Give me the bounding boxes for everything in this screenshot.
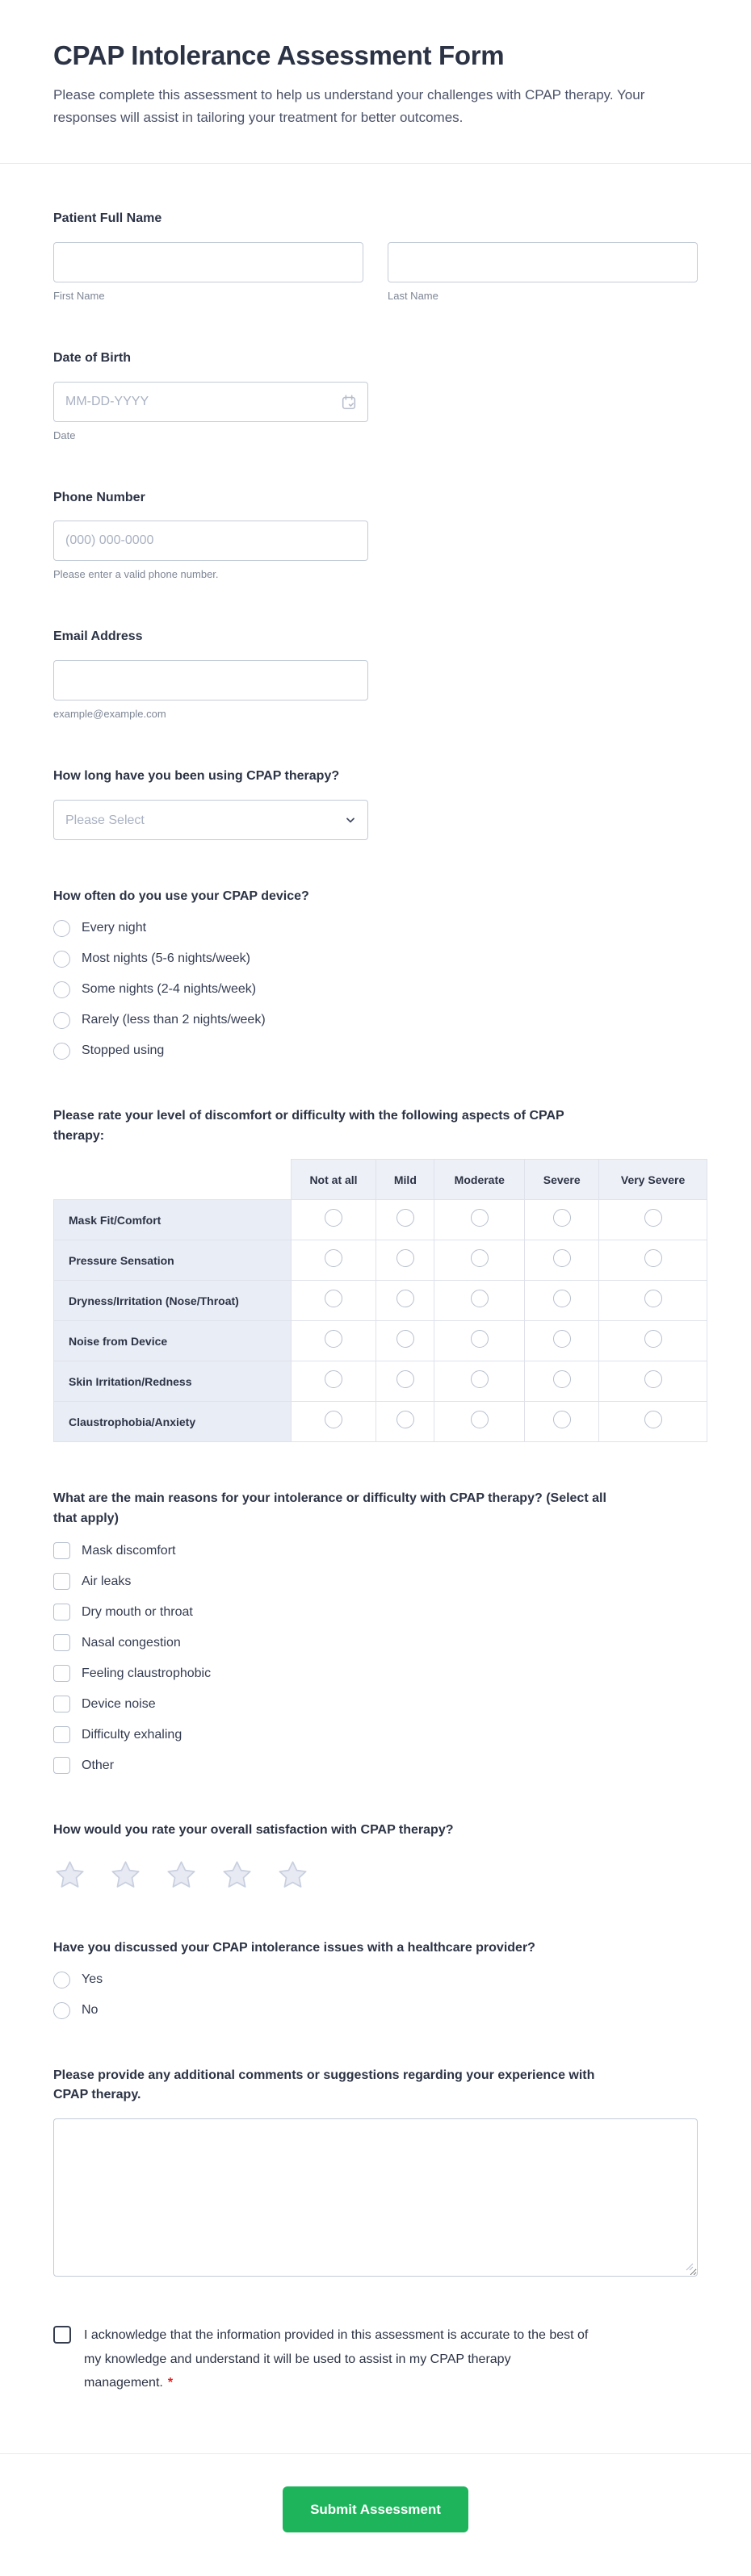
star-icon[interactable]: [109, 1859, 142, 1892]
intolerance-reasons-label: What are the main reasons for your intolerance or difficulty with CPAP therapy? (Select all that apply): [53, 1491, 606, 1526]
matrix-row-label: Dryness/Irritation (Nose/Throat): [54, 1281, 292, 1321]
radio-option[interactable]: [53, 951, 698, 968]
matrix-radio[interactable]: [644, 1411, 662, 1428]
matrix-radio[interactable]: [644, 1370, 662, 1388]
question-comments: [53, 2066, 698, 2277]
matrix-radio[interactable]: [396, 1370, 414, 1388]
acknowledgment-checkbox[interactable]: [53, 2326, 71, 2344]
usage-frequency-radio[interactable]: [53, 981, 70, 998]
matrix-radio[interactable]: [553, 1411, 571, 1428]
star-rating[interactable]: [53, 1859, 698, 1892]
matrix-radio[interactable]: [325, 1209, 342, 1227]
matrix-radio[interactable]: [471, 1249, 489, 1267]
matrix-row: [54, 1200, 707, 1240]
question-discomfort-matrix: [53, 1106, 698, 1443]
checkbox-option-label: Other: [82, 1758, 115, 1772]
checkbox-option[interactable]: [53, 1634, 698, 1651]
matrix-radio[interactable]: [471, 1370, 489, 1388]
matrix-corner-cell: [54, 1160, 292, 1200]
radio-option-label: Some nights (2-4 nights/week): [82, 982, 257, 997]
last-name-input[interactable]: [388, 242, 698, 282]
question-usage-frequency: [53, 887, 698, 1060]
checkbox-option[interactable]: [53, 1573, 698, 1590]
question-email: [53, 627, 698, 720]
intolerance-reasons-options: [53, 1542, 698, 1774]
checkbox-option-label: Air leaks: [82, 1574, 132, 1588]
calendar-icon[interactable]: [340, 393, 358, 411]
submit-section: [0, 2454, 751, 2576]
matrix-radio[interactable]: [325, 1330, 342, 1348]
question-intolerance-reasons: [53, 1489, 698, 1774]
radio-option-label: Yes: [82, 1972, 103, 1987]
last-name-sublabel: Last Name: [388, 289, 438, 302]
question-provider-discussion: [53, 1938, 698, 2019]
radio-option-label: Most nights (5-6 nights/week): [82, 951, 250, 966]
matrix-column-header: Not at all: [291, 1160, 376, 1200]
matrix-column-header: Severe: [525, 1160, 599, 1200]
star-icon[interactable]: [276, 1859, 309, 1892]
usage-frequency-options: [53, 920, 698, 1060]
matrix-row-label: Claustrophobia/Anxiety: [54, 1402, 292, 1442]
matrix-radio[interactable]: [471, 1209, 489, 1227]
usage-frequency-label: How often do you use your CPAP device?: [53, 889, 309, 904]
intolerance-reason-checkbox[interactable]: [53, 1542, 70, 1559]
form-header: [0, 0, 751, 163]
provider-discussion-radio[interactable]: [53, 1972, 70, 1988]
satisfaction-label: How would you rate your overall satisfaction with CPAP therapy?: [53, 1823, 454, 1838]
intolerance-reason-checkbox[interactable]: [53, 1757, 70, 1774]
radio-option-label: Every night: [82, 921, 147, 935]
email-input[interactable]: [53, 660, 368, 700]
email-label: Email Address: [53, 629, 143, 644]
first-name-sublabel: First Name: [53, 289, 105, 302]
matrix-row-label: Mask Fit/Comfort: [54, 1200, 292, 1240]
email-sublabel: example@example.com: [53, 708, 166, 721]
matrix-radio[interactable]: [396, 1290, 414, 1307]
intolerance-reason-checkbox[interactable]: [53, 1573, 70, 1590]
matrix-radio[interactable]: [325, 1411, 342, 1428]
checkbox-option[interactable]: [53, 1665, 698, 1682]
phone-sublabel: Please enter a valid phone number.: [53, 568, 219, 581]
form-title: CPAP Intolerance Assessment Form: [53, 40, 505, 70]
radio-option[interactable]: [53, 1972, 698, 1988]
matrix-row: [54, 1361, 707, 1402]
matrix-row: [54, 1402, 707, 1442]
required-asterisk: *: [167, 2376, 174, 2390]
matrix-radio[interactable]: [471, 1290, 489, 1307]
matrix-column-header: Mild: [376, 1160, 434, 1200]
submit-button[interactable]: Submit Assessment: [283, 2486, 468, 2532]
checkbox-option[interactable]: [53, 1604, 698, 1620]
radio-option[interactable]: [53, 981, 698, 998]
radio-option-label: Rarely (less than 2 nights/week): [82, 1013, 266, 1027]
matrix-radio[interactable]: [553, 1330, 571, 1348]
matrix-radio[interactable]: [553, 1209, 571, 1227]
radio-option[interactable]: [53, 1012, 698, 1029]
matrix-radio[interactable]: [396, 1411, 414, 1428]
matrix-header-row: [54, 1160, 707, 1200]
matrix-radio[interactable]: [396, 1330, 414, 1348]
dob-label: Date of Birth: [53, 350, 131, 365]
acknowledgment-text: I acknowledge that the information provided in this assessment is accurate to the best of my knowledge and understand it will be used to assist in my CPAP therapy management. *: [84, 2328, 589, 2390]
question-cpap-duration: [53, 767, 698, 840]
matrix-row-label: Skin Irritation/Redness: [54, 1361, 292, 1402]
checkbox-option-label: Mask discomfort: [82, 1543, 176, 1558]
matrix-radio[interactable]: [471, 1330, 489, 1348]
dob-input[interactable]: [53, 382, 368, 422]
checkbox-option-label: Feeling claustrophobic: [82, 1666, 212, 1680]
intolerance-reason-checkbox[interactable]: [53, 1634, 70, 1651]
form-body: [0, 164, 751, 2453]
matrix-row-label: Pressure Sensation: [54, 1240, 292, 1281]
form-description: Please complete this assessment to help us understand your challenges with CPAP therapy. Your responses will assist in tailoring your treatment for better outcomes.: [53, 87, 645, 126]
usage-frequency-radio[interactable]: [53, 951, 70, 968]
checkbox-option-label: Nasal congestion: [82, 1635, 181, 1650]
matrix-radio[interactable]: [553, 1249, 571, 1267]
phone-input[interactable]: [53, 521, 368, 561]
discomfort-matrix-table: [53, 1159, 707, 1442]
matrix-radio[interactable]: [644, 1290, 662, 1307]
matrix-radio[interactable]: [396, 1209, 414, 1227]
matrix-radio[interactable]: [471, 1411, 489, 1428]
radio-option-label: Stopped using: [82, 1043, 165, 1058]
question-full-name: [53, 209, 698, 302]
matrix-column-header: Moderate: [434, 1160, 525, 1200]
phone-label: Phone Number: [53, 490, 145, 504]
radio-option-label: No: [82, 2003, 99, 2018]
checkbox-option-label: Difficulty exhaling: [82, 1727, 183, 1742]
matrix-row: [54, 1240, 707, 1281]
provider-discussion-label: Have you discussed your CPAP intolerance issues with a healthcare provider?: [53, 1940, 535, 1955]
matrix-radio[interactable]: [644, 1330, 662, 1348]
usage-frequency-radio[interactable]: [53, 1043, 70, 1060]
matrix-row: [54, 1321, 707, 1361]
intolerance-reason-checkbox[interactable]: [53, 1604, 70, 1620]
intolerance-reason-checkbox[interactable]: [53, 1665, 70, 1682]
question-acknowledgment: [53, 2323, 698, 2395]
matrix-row: [54, 1281, 707, 1321]
question-phone: [53, 488, 698, 581]
matrix-radio[interactable]: [644, 1209, 662, 1227]
comments-textarea[interactable]: [53, 2118, 698, 2277]
checkbox-option[interactable]: [53, 1757, 698, 1774]
matrix-radio[interactable]: [325, 1370, 342, 1388]
star-icon[interactable]: [165, 1859, 198, 1892]
intolerance-reason-checkbox[interactable]: [53, 1726, 70, 1743]
question-dob: [53, 349, 698, 441]
intolerance-reason-checkbox[interactable]: [53, 1696, 70, 1712]
star-icon[interactable]: [53, 1859, 86, 1892]
radio-option[interactable]: [53, 920, 698, 937]
cpap-duration-select[interactable]: [53, 800, 368, 840]
star-icon[interactable]: [220, 1859, 254, 1892]
matrix-radio[interactable]: [553, 1370, 571, 1388]
cpap-duration-label: How long have you been using CPAP therapy?: [53, 769, 340, 784]
checkbox-option-label: Dry mouth or throat: [82, 1604, 193, 1619]
checkbox-option[interactable]: [53, 1542, 698, 1559]
dob-sublabel: Date: [53, 429, 76, 441]
radio-option[interactable]: [53, 2002, 698, 2019]
first-name-input[interactable]: [53, 242, 363, 282]
checkbox-option[interactable]: [53, 1726, 698, 1743]
provider-discussion-options: [53, 1972, 698, 2019]
checkbox-option-label: Device noise: [82, 1696, 156, 1711]
matrix-radio[interactable]: [644, 1249, 662, 1267]
provider-discussion-radio[interactable]: [53, 2002, 70, 2019]
discomfort-matrix-label: Please rate your level of discomfort or difficulty with the following aspects of CPAP therapy:: [53, 1108, 564, 1143]
matrix-column-header: Very Severe: [599, 1160, 707, 1200]
matrix-row-label: Noise from Device: [54, 1321, 292, 1361]
matrix-radio[interactable]: [396, 1249, 414, 1267]
matrix-radio[interactable]: [553, 1290, 571, 1307]
radio-option[interactable]: [53, 1043, 698, 1060]
usage-frequency-radio[interactable]: [53, 920, 70, 937]
question-satisfaction: [53, 1821, 698, 1892]
matrix-radio[interactable]: [325, 1249, 342, 1267]
full-name-label: Patient Full Name: [53, 211, 162, 226]
comments-label: Please provide any additional comments or suggestions regarding your experience with CPAP therapy.: [53, 2068, 595, 2102]
checkbox-option[interactable]: [53, 1696, 698, 1712]
usage-frequency-radio[interactable]: [53, 1012, 70, 1029]
matrix-radio[interactable]: [325, 1290, 342, 1307]
